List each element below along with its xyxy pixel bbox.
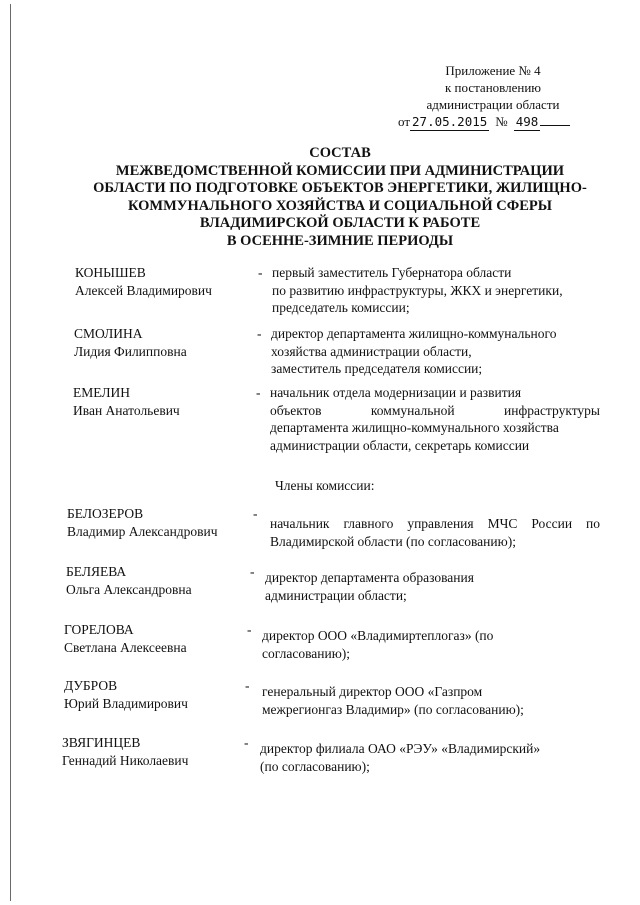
member-dash: - [256, 385, 261, 400]
member-surname: БЕЛОЗЕРОВ [67, 506, 144, 521]
member-surname: ГОРЕЛОВА [64, 622, 134, 637]
role-line: межрегионгаз Владимир» (по согласованию); [262, 701, 524, 717]
annex-line-3: администрации области [426, 97, 560, 112]
member-surname: ДУБРОВ [64, 678, 118, 693]
date-prefix: от [398, 114, 411, 129]
role-line: генеральный директор ООО «Газпром [262, 684, 483, 699]
member-role [262, 627, 592, 662]
page-edge-line [10, 4, 11, 901]
number-underline [540, 115, 570, 126]
member-dash: - [244, 735, 249, 750]
resolution-number: 498 [515, 114, 539, 129]
member-role [260, 740, 600, 775]
member-dash: - [257, 326, 262, 341]
role-line: первый заместитель Губернатора области [272, 265, 512, 280]
role-line: администрации области; [265, 587, 407, 603]
member-surname: ЕМЕЛИН [73, 385, 130, 400]
annex-header [398, 62, 588, 131]
members-heading: Члены комиссии: [275, 478, 375, 493]
member-surname: ЗВЯГИНЦЕВ [62, 735, 141, 750]
role-line: директор департамента образования [265, 570, 474, 585]
role-line: хозяйства администрации области, [271, 343, 472, 359]
role-line: по развитию инфраструктуры, ЖКХ и энергетики, [272, 282, 563, 298]
member-dash: - [247, 622, 252, 637]
role-line: директор департамента жилищно-коммунального [271, 326, 557, 341]
role-line: заместитель председателя комиссии; [271, 361, 483, 376]
role-line: директор филиала ОАО «РЭУ» «Владимирский» [260, 741, 541, 756]
document-title [80, 145, 600, 250]
member-dash: - [250, 564, 255, 579]
member-role [265, 569, 595, 604]
role-line: администрации области, секретарь комиссии [270, 437, 530, 453]
title-line-2: МЕЖВЕДОМСТВЕННОЙ КОМИССИИ ПРИ АДМИНИСТРАЦИИ [115, 162, 565, 179]
role-line: согласованию); [262, 645, 351, 661]
member-given-name: Владимир Александрович [67, 524, 218, 539]
role-line: департамента жилищно-коммунального хозяйства [270, 420, 559, 435]
role-line: начальник главного управления МЧС России по [270, 516, 600, 531]
member-role [262, 683, 602, 718]
role-line: (по согласованию); [260, 758, 370, 774]
resolution-date: 27.05.2015 [412, 114, 488, 129]
title-line-1: СОСТАВ [309, 145, 371, 161]
member-given-name: Алексей Владимирович [75, 283, 212, 298]
member-dash: - [258, 265, 263, 280]
title-line-5: ВЛАДИМИРСКОЙ ОБЛАСТИ К РАБОТЕ [199, 215, 481, 231]
member-surname: СМОЛИНА [74, 326, 143, 341]
role-line: объектов коммунальной инфраструктуры [270, 402, 600, 418]
role-line: директор ООО «Владимиртеплогаз» (по [262, 628, 494, 643]
title-line-6: В ОСЕННЕ-ЗИМНИЕ ПЕРИОДЫ [226, 232, 454, 249]
annex-line-1: Приложение № 4 [445, 63, 541, 78]
member-dash: - [253, 506, 258, 521]
member-surname: БЕЛЯЕВА [66, 564, 127, 579]
role-line: Владимирской области (по согласованию); [270, 533, 516, 549]
member-given-name: Иван Анатольевич [73, 403, 180, 418]
member-given-name: Светлана Алексеевна [64, 640, 187, 655]
number-sign: № [495, 114, 508, 129]
annex-date-line [398, 113, 588, 131]
member-dash: - [245, 678, 250, 693]
role-line: начальник отдела модернизации и развития [270, 385, 522, 400]
role-line: председатель комиссии; [272, 300, 410, 315]
member-role [270, 384, 600, 454]
title-line-3: ОБЛАСТИ ПО ПОДГОТОВКЕ ОБЪЕКТОВ ЭНЕРГЕТИКИ, ЖИЛИЩНО- [93, 180, 587, 196]
member-given-name: Геннадий Николаевич [62, 753, 189, 768]
member-role [270, 515, 600, 550]
member-given-name: Юрий Владимирович [64, 696, 188, 711]
member-role [271, 325, 601, 378]
annex-line-2: к постановлению [444, 80, 542, 95]
member-surname: КОНЫШЕВ [75, 265, 146, 280]
member-given-name: Ольга Александровна [66, 582, 192, 597]
member-role [272, 264, 602, 317]
title-line-4: КОММУНАЛЬНОГО ХОЗЯЙСТВА И СОЦИАЛЬНОЙ СФЕРЫ [128, 197, 552, 214]
member-given-name: Лидия Филипповна [74, 344, 187, 359]
